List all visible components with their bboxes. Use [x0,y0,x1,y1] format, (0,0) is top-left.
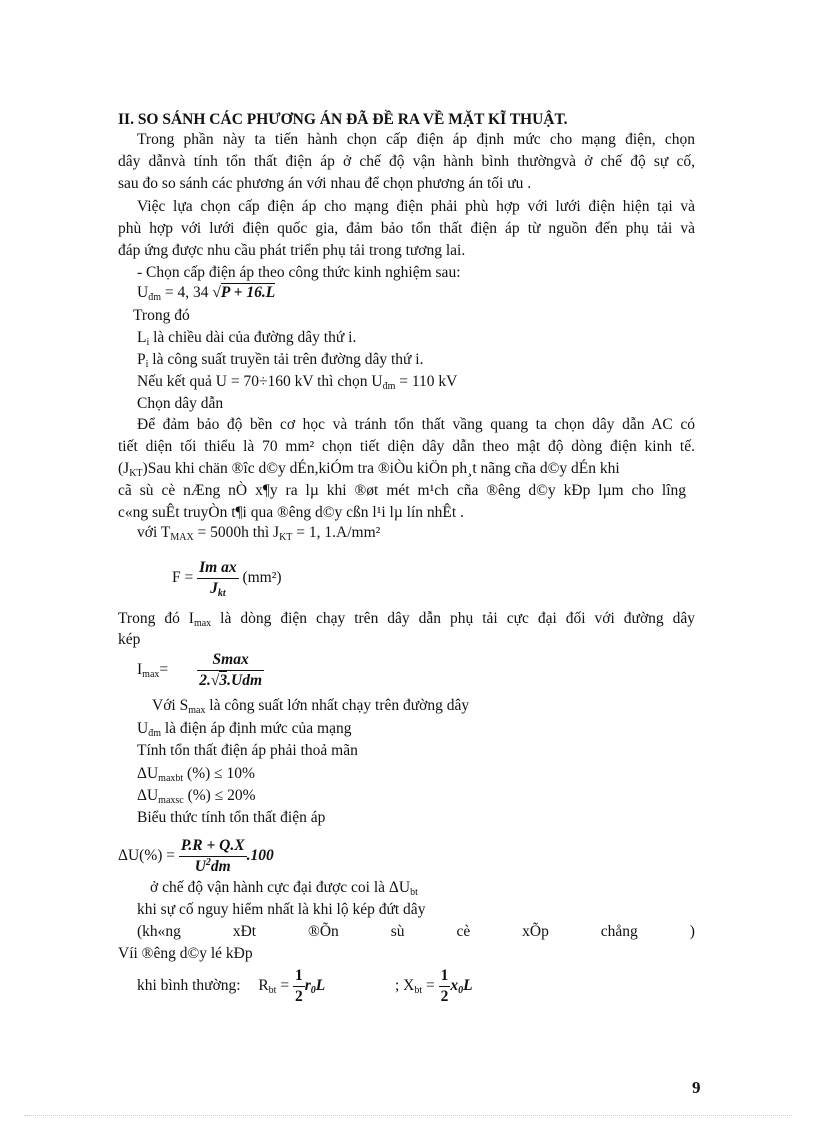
paragraph-line: dây dẫnvà tính tổn thất điện áp ở chế độ vận hành bình thườngvà ở chế độ sự cố, [118,153,695,170]
text-line: khi sự cố nguy hiểm nhất là khi lộ kép đứt dây [137,901,426,918]
text-line: $P_i$ là công suất truyền tải trên đường dây thứ i. [137,351,424,370]
paragraph-line: cã sù cè nÆng nÒ x¶y ra lµ khi ®øt mét m¹ch cña ®êng d©y kÐp lµm cho lîng [118,482,686,499]
formula-normal: khi bình thường: $R_{bt}$ = $\frac{1}{2}$ $r_0L$ ; $X_{bt}$ = $\frac{1}{2}$ $x_0L$ [137,967,473,1005]
paragraph-line: Việc lựa chọn cấp điện áp cho mạng điện phải phù hợp với lưới điện hiện tại và [137,198,695,215]
text-line: Trong đó $I_{max}$ là dòng điện chạy trên dây dẫn phụ tải cực đại đối với đường dây [118,610,695,629]
text-line: ở chế độ vận hành cực đại được coi là $\Delta U_{bt}$ [150,879,418,898]
paragraph-line: Để đảm bảo độ bền cơ học và tránh tổn thất vầng quang ta chọn dây dẫn AC có [137,416,695,433]
paragraph-line: Trong phần này ta tiến hành chọn cấp điện áp định mức cho mạng điện, chọn [137,131,695,148]
text-line: với $T_{MAX} = 5000h$ thì $J_{KT} = 1$, 1.A/mm² [137,524,381,543]
paragraph-line: phù hợp với lưới điện quốc gia, đảm bảo tổn thất điện áp từ nguồn đến phụ tải và [118,220,695,237]
text-line: Chọn dây dẫn [137,395,224,412]
paragraph-line: $(J_{KT})Sau$ khi chän ®îc d©y dÉn,kiÓm tra ®iÒu kiÖn ph¸t nãng cña d©y dÉn khi [118,460,620,479]
paragraph-line: sau đo so sánh các phương án với nhau để chọn phương án tối ưu . [118,175,532,192]
text-line: $\Delta U_{maxbt}$ (%) ≤ 10% [137,765,255,784]
formula-u: $U_{đm} = 4$, 34 √P + 16.L [137,284,276,303]
text-line: Víi ®êng d©y lé kÐp [118,945,253,962]
text-line: Biểu thức tính tổn thất điện áp [137,809,326,826]
section-heading: II. SO SÁNH CÁC PHƯƠNG ÁN ĐÃ ĐỀ RA VỀ MẶT KĨ THUẬT. [118,111,568,128]
formula-f: F = $\frac{\text{Im ax}}{J_{kt}}$ (mm²) [172,559,282,599]
text-line: Với $S_{max}$ là công suất lớn nhất chạy trên đường dây [152,697,470,716]
text-line: kép [118,631,141,648]
paragraph-line: c«ng suÊt truyÒn t¶i qua ®êng d©y cßn l¹i lµ lín nhÊt . [118,504,464,521]
formula-du: ΔU(%) = $\frac{P.R + Q.X}{U^2dm}$ .100 [118,837,274,875]
text-line: Tính tổn thất điện áp phải thoả mãn [137,742,358,759]
text-line: $\Delta U_{maxsc}$ (%) ≤ 20% [137,787,256,806]
paragraph-line: tiết diện tối thiểu là 70 mm² chọn tiết diện dây dẫn theo mật độ dòng điện kinh tế. [118,438,695,455]
page-number: 9 [692,1078,701,1097]
text-line: $U_{đm}$ là điện áp định mức của mạng [137,720,352,739]
paragraph-line: - Chọn cấp điện áp theo công thức kinh nghiệm sau: [137,264,461,281]
text-line: Nếu kết quả U = 70÷160 kV thì chọn $U_{đm} = 110$ kV [137,373,458,392]
paragraph-line: đáp ứng được nhu cầu phát triển phụ tải trong tương lai. [118,242,466,259]
formula-imax: $I_{max}=$ $\frac{Smax}{\text{2.√3.Udm}}$ [137,651,263,689]
page-footer-divider [24,1115,792,1116]
text-line: Trong đó [133,307,190,324]
text-line: (kh«ng xÐt ®Õn sù cè xÕp chång ) [137,923,695,940]
text-line: $L_i$ là chiều dài của đường dây thứ i. [137,329,357,348]
